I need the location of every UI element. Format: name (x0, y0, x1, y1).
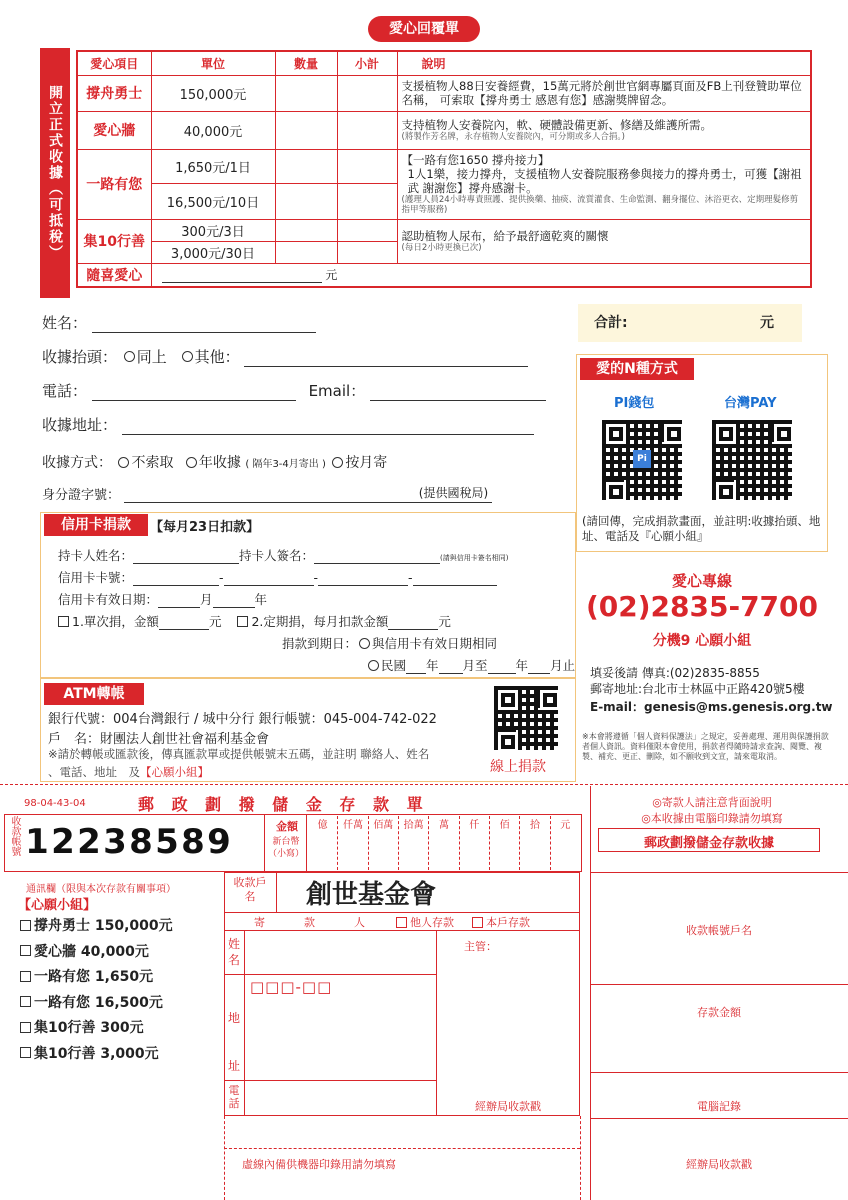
roc-year-field[interactable] (406, 660, 426, 674)
option-checkbox[interactable] (20, 1022, 31, 1033)
atm-note-2-row (48, 764, 209, 780)
item-desc: 認助植物人尿布，給予最舒適乾爽的關懷 (401, 229, 609, 243)
name-label-slip: 姓名 (227, 937, 240, 967)
taiwan-pay-qr-icon[interactable] (712, 420, 792, 500)
total-box (578, 304, 802, 342)
table-row (77, 219, 811, 241)
free-amount-cell[interactable] (151, 263, 811, 287)
sign-field[interactable] (314, 550, 440, 564)
machine-left (224, 1116, 225, 1200)
self-deposit-checkbox[interactable] (472, 917, 483, 928)
receipt-title-label: 收據抬頭： (42, 348, 118, 366)
donation-table (76, 50, 812, 288)
option-item[interactable] (20, 940, 173, 966)
amount-divider (264, 814, 265, 872)
option-checkbox[interactable] (20, 1047, 31, 1058)
amount-digits[interactable] (308, 816, 580, 870)
page-title: 愛心回覆單 (368, 16, 480, 42)
table-row (77, 149, 811, 183)
option-item[interactable] (20, 965, 173, 991)
amount-label: 金額 (276, 820, 298, 833)
radio-same-label: 同上 (136, 348, 167, 366)
option-label: 撐舟勇士 150,000元 (34, 918, 173, 934)
id-note: (提供國稅局) (418, 486, 489, 500)
receipt-line-2 (590, 984, 848, 985)
end-date-row (282, 634, 497, 652)
subtotal-cell[interactable] (337, 241, 397, 263)
item-desc-cell (397, 149, 811, 219)
radio-same[interactable] (124, 351, 135, 362)
item-unit: 1,650元/1日 (151, 149, 275, 183)
roc-month-field[interactable] (439, 660, 463, 674)
hotline-number[interactable]: (02)2835-7700 (585, 590, 819, 623)
id-row (42, 484, 492, 503)
table-row (77, 75, 811, 111)
option-label: 一路有您 1,650元 (34, 969, 154, 985)
receipt-method-row (42, 452, 387, 472)
subtotal-cell[interactable] (337, 183, 397, 219)
sign-label: 持卡人簽名： (239, 548, 315, 563)
address-label: 收據地址： (42, 416, 118, 434)
receipt-title: 郵政劃撥儲金存款收據 (643, 836, 774, 851)
item-unit: 150,000元 (151, 75, 275, 111)
total-label: 合計: (594, 315, 628, 331)
acct-digit: 5 (155, 822, 179, 862)
option-checkbox[interactable] (20, 971, 31, 982)
total-unit: 元 (760, 315, 774, 331)
table-row (77, 263, 811, 287)
option-item[interactable] (20, 1042, 173, 1068)
roc-y: 年 (426, 658, 439, 673)
radio-annual-receipt[interactable] (186, 457, 197, 468)
holder-field[interactable] (133, 550, 239, 564)
slip-code: 98-04-43-04 (24, 798, 86, 809)
radio-end-roc[interactable] (368, 660, 379, 671)
receipt-stamp-label: 經辦局收款戳 (686, 1158, 752, 1171)
periodic-amount-field[interactable] (388, 616, 438, 630)
digit-col: 元 (560, 820, 571, 831)
subtotal-cell[interactable] (337, 219, 397, 241)
option-checkbox[interactable] (20, 945, 31, 956)
item-desc: 支持植物人安養院內，軟、硬體設備更新、修繕及維護所需。 (401, 118, 712, 132)
receipt-title-row (42, 346, 528, 367)
card-field-3[interactable] (318, 572, 408, 586)
deposit-type (396, 914, 530, 930)
supervisor-divider (436, 930, 437, 1116)
item-desc-cell (397, 111, 811, 149)
tel-label-slip: 電話 (228, 1084, 240, 1110)
receipt-amount-label: 存款金額 (697, 1006, 741, 1019)
receipt-acct-label: 收款帳號戶名 (686, 924, 752, 937)
donation-type-row (58, 612, 451, 630)
item-note: (護理人員24小時專責照護、提供換藥、抽痰、流質灌食、生命監測、翻身擺位、沐浴更衣、定期理髮修剪指甲等服務) (401, 195, 799, 215)
slip-note-back: ◎寄款人請注意背面說明 (652, 796, 772, 809)
digit-col: 拾 (520, 816, 550, 870)
acct-digit: 3 (103, 822, 127, 862)
name-row (42, 312, 316, 333)
cardholder-row (58, 546, 509, 564)
name-field[interactable] (92, 315, 316, 333)
digit-col: 仟 (460, 816, 490, 870)
name-line (224, 974, 436, 975)
periodic-unit: 元 (438, 614, 451, 629)
payee-label: 收款戶名 (233, 876, 267, 903)
option-label: 愛心牆 40,000元 (34, 943, 149, 960)
single-label: 1.單次捐，金額 (72, 614, 159, 629)
acct-digit: 2 (51, 822, 75, 862)
acct-digit: 2 (77, 822, 101, 862)
expiry-month-unit: 月 (200, 592, 213, 607)
machine-right (580, 1116, 581, 1200)
sender-line (224, 930, 580, 931)
roc-month2-field[interactable] (528, 660, 550, 674)
options-list (20, 914, 173, 1067)
sender-label: 寄 款 人 (254, 916, 379, 929)
atm-note-1: ※請於轉帳或匯款後，傳真匯款單或提供帳號末五碼，並註明 聯絡人、姓名 (48, 747, 430, 761)
digit-col: 拾萬 (399, 816, 429, 870)
item-note: (將製作芳名牌，永存植物人安養院內，可分期或多人合捐。) (401, 132, 625, 142)
radio-monthly-label: 按月寄 (345, 455, 388, 471)
machine-note: 虛線內備供機器印錄用請勿填寫 (242, 1158, 396, 1171)
acct-digit: 1 (25, 822, 49, 862)
qty-cell[interactable] (275, 149, 337, 183)
hotline-extension: 分機9 心願小組 (652, 633, 752, 649)
address-field[interactable] (122, 417, 534, 435)
item-name: 隨喜愛心 (77, 263, 151, 287)
end-same-label: 與信用卡有效日期相同 (372, 636, 498, 651)
privacy-note: ※本會將遵循「個人資料保護法」之規定，妥善處理、運用與保護捐款者個人資訊。資料僅限本會使用，捐款者得隨時請求查詢、閱覽、複製、補充、更正、刪除，如不願收到文宣，請來電取消。 (582, 732, 829, 761)
office-stamp-label: 經辦局收款戳 (475, 1100, 541, 1113)
table-row (77, 111, 811, 149)
pi-wallet-label: PI錢包 (614, 396, 655, 411)
digit-col: 仟萬 (338, 816, 368, 870)
subtotal-cell[interactable] (337, 111, 397, 149)
option-checkbox[interactable] (20, 920, 31, 931)
expiry-row (58, 590, 267, 608)
address-row (42, 414, 534, 435)
card-label: 信用卡卡號： (58, 570, 134, 585)
pi-logo-icon: Pi (633, 450, 651, 468)
item-note: (每日2小時更換已次) (401, 243, 482, 253)
slip-title: 郵 政 劃 撥 儲 金 存 款 單 (138, 795, 429, 814)
item-unit-2: 3,000元/30日 (151, 241, 275, 263)
addr-line (224, 1080, 436, 1081)
credit-card-title: 信用卡捐款 (44, 514, 148, 536)
radio-end-same[interactable] (359, 638, 370, 649)
fax-line: 填妥後請 傳真:(02)2835-8855 (590, 666, 760, 680)
payee-divider (276, 872, 277, 912)
slip-divider (590, 786, 591, 1200)
digit-col: 佰萬 (369, 816, 399, 870)
sign-note: (請與信用卡簽名相同) (440, 554, 509, 562)
group-label: 【心願小組】 (18, 898, 97, 913)
atm-title: ATM轉帳 (44, 683, 144, 705)
digit-col: 佰 (490, 816, 520, 870)
qty-cell[interactable] (275, 241, 337, 263)
item-desc-2: 1人1樂，接力撐舟，支援植物人安養院服務參與接力的撐舟勇士，可獲【謝祖武 謝謝您】撐舟感謝卡。 (407, 167, 802, 195)
free-amount-unit: 元 (325, 268, 338, 283)
expiry-year-unit: 年 (254, 592, 268, 607)
roc-m: 月至 (462, 658, 488, 673)
self-deposit-label: 本戶存款 (486, 916, 530, 929)
radio-annual-label: 年收據 (198, 455, 241, 471)
method-label: 收據方式： (42, 455, 112, 471)
single-checkbox[interactable] (58, 616, 69, 627)
item-unit: 300元/3日 (151, 219, 275, 241)
atm-bank: 銀行代號：004台灣銀行 / 城中分行 銀行帳號：045-004-742-022 (48, 712, 437, 727)
subtotal-cell[interactable] (337, 149, 397, 183)
card-field-2[interactable] (224, 572, 314, 586)
digit-col: 萬 (429, 816, 459, 870)
phone-field[interactable] (92, 383, 296, 401)
atm-note-2-group: 【心願小組】 (140, 765, 209, 779)
comm-label: 通訊欄（限與本次存款有關事項） (26, 884, 176, 895)
item-unit-2: 16,500元/10日 (151, 183, 275, 219)
supervisor-label: 主管： (464, 940, 497, 953)
option-checkbox[interactable] (20, 996, 31, 1007)
qty-cell[interactable] (275, 111, 337, 149)
other-deposit-checkbox[interactable] (396, 917, 407, 928)
table-header (77, 51, 811, 75)
receipt-line-3 (590, 1072, 848, 1073)
atm-note-2: 、電話、地址 及 (48, 765, 140, 779)
receipt-record-label: 電腦記錄 (697, 1100, 741, 1113)
radio-no-receipt[interactable] (118, 457, 129, 468)
email-field[interactable] (370, 383, 546, 401)
single-amount-field[interactable] (159, 616, 209, 630)
card-number-row: 信用卡卡號： - - - (58, 568, 497, 586)
option-item[interactable] (20, 914, 173, 940)
roc-m2: 月止 (550, 658, 576, 673)
contact-row (42, 380, 546, 401)
qty-cell[interactable] (275, 183, 337, 219)
other-deposit-label: 他人存款 (410, 916, 454, 929)
free-amount-field[interactable] (162, 282, 322, 283)
pi-wallet-qr-icon[interactable] (602, 420, 682, 500)
payee-line (224, 912, 580, 913)
holder-label: 持卡人姓名： (58, 548, 134, 563)
expiry-label: 信用卡有效日期： (58, 592, 159, 607)
machine-line (224, 1148, 580, 1149)
option-label: 集10行善 300元 (34, 1020, 144, 1036)
roc-year2-field[interactable] (488, 660, 516, 674)
deduct-date: 【每月23日扣款】 (150, 520, 260, 535)
receipt-line-4 (590, 1118, 848, 1119)
amount-sub: 新台幣（小寫） (267, 837, 304, 859)
annual-note: ( 隔年3-4月寄出 ) (245, 459, 326, 470)
radio-other[interactable] (182, 351, 193, 362)
item-desc: 支援植物人88日安養經費，15萬元將於創世官網專屬頁面及FB上刊登贊助單位名稱， 可索取【撐舟勇士 感恩有您】感謝獎牌留念。 (397, 75, 811, 111)
amount-label-divider (306, 814, 307, 872)
item-desc: 【一路有您1650 撐舟接力】 (401, 153, 550, 167)
item-unit: 40,000元 (151, 111, 275, 149)
item-name: 集10行善 (77, 219, 151, 263)
header-subtotal: 小計 (337, 51, 397, 75)
payment-methods-title: 愛的N種方式 (580, 358, 694, 380)
id-field[interactable] (124, 487, 492, 503)
item-name: 愛心牆 (77, 111, 151, 149)
online-donate-qr-icon[interactable] (494, 686, 558, 750)
expiry-year-field[interactable] (213, 594, 255, 608)
option-item[interactable] (20, 1016, 173, 1042)
radio-no-receipt-label: 不索取 (131, 455, 174, 471)
acct-digit: 8 (129, 822, 153, 862)
payment-note: (請回傳，完成捐款畫面，並註明:收據抬頭、地址、電話及『心願小組』 (582, 514, 821, 543)
header-unit: 單位 (151, 51, 275, 75)
subtotal-cell[interactable] (337, 75, 397, 111)
end-date-roc-row (366, 656, 575, 674)
payee-name: 創世基金會 (306, 880, 437, 910)
periodic-label: 2.定期捐，每月扣款金額 (251, 614, 389, 629)
email-label: Email： (308, 382, 366, 400)
expiry-month-field[interactable] (158, 594, 200, 608)
item-name: 一路有您 (77, 149, 151, 219)
header-desc: 說明 (397, 51, 811, 75)
radio-monthly-receipt[interactable] (332, 457, 343, 468)
id-label: 身分證字號： (42, 488, 121, 503)
sender-label-divider (244, 930, 245, 1116)
acct-digit: 8 (181, 822, 205, 862)
roc-label: 民國 (381, 658, 407, 673)
acct-digit: 9 (207, 822, 231, 862)
header-qty: 數量 (275, 51, 337, 75)
atm-holder: 戶 名：財團法人創世社會福利基金會 (48, 732, 270, 747)
slip-note-machine: ◎本收據由電腦印錄請勿填寫 (641, 812, 783, 825)
post-address: 郵寄地址:台北市士林區中正路420號5樓 (590, 682, 805, 696)
phone-label: 電話： (42, 382, 88, 400)
qty-cell[interactable] (275, 219, 337, 241)
online-donate-label[interactable]: 線上捐款 (490, 759, 546, 775)
header-item: 愛心項目 (77, 51, 151, 75)
item-desc-cell (397, 219, 811, 263)
zip-boxes[interactable]: □□□-□□ (250, 978, 333, 996)
receipt-title-field[interactable] (244, 349, 528, 367)
card-field-4[interactable] (413, 572, 497, 586)
qty-cell[interactable] (275, 75, 337, 111)
item-name: 撐舟勇士 (77, 75, 151, 111)
roc-y2: 年 (515, 658, 529, 673)
option-item[interactable] (20, 991, 173, 1017)
option-label: 集10行善 3,000元 (34, 1045, 159, 1062)
slip-cut-line (0, 784, 848, 785)
option-label: 一路有您 16,500元 (34, 994, 163, 1011)
name-label: 姓名： (42, 314, 88, 332)
account-label: 收款帳號 (9, 816, 20, 856)
digit-col: 億 (308, 816, 338, 870)
end-label: 捐款到期日： (282, 636, 358, 651)
receipt-line (590, 872, 848, 873)
contact-email[interactable]: E-mail：genesis@ms.genesis.org.tw (590, 700, 833, 714)
addr-label-slip: 地址 (227, 1011, 240, 1073)
hotline-title: 愛心專線 (671, 572, 732, 590)
single-unit: 元 (208, 614, 222, 629)
account-number (24, 822, 232, 862)
card-field-1[interactable] (133, 572, 219, 586)
receipt-side-tab: 開立正式收據（可抵稅） (40, 48, 70, 298)
radio-other-label: 其他： (194, 348, 240, 366)
taiwan-pay-label: 台灣PAY (724, 396, 777, 411)
periodic-checkbox[interactable] (237, 616, 248, 627)
